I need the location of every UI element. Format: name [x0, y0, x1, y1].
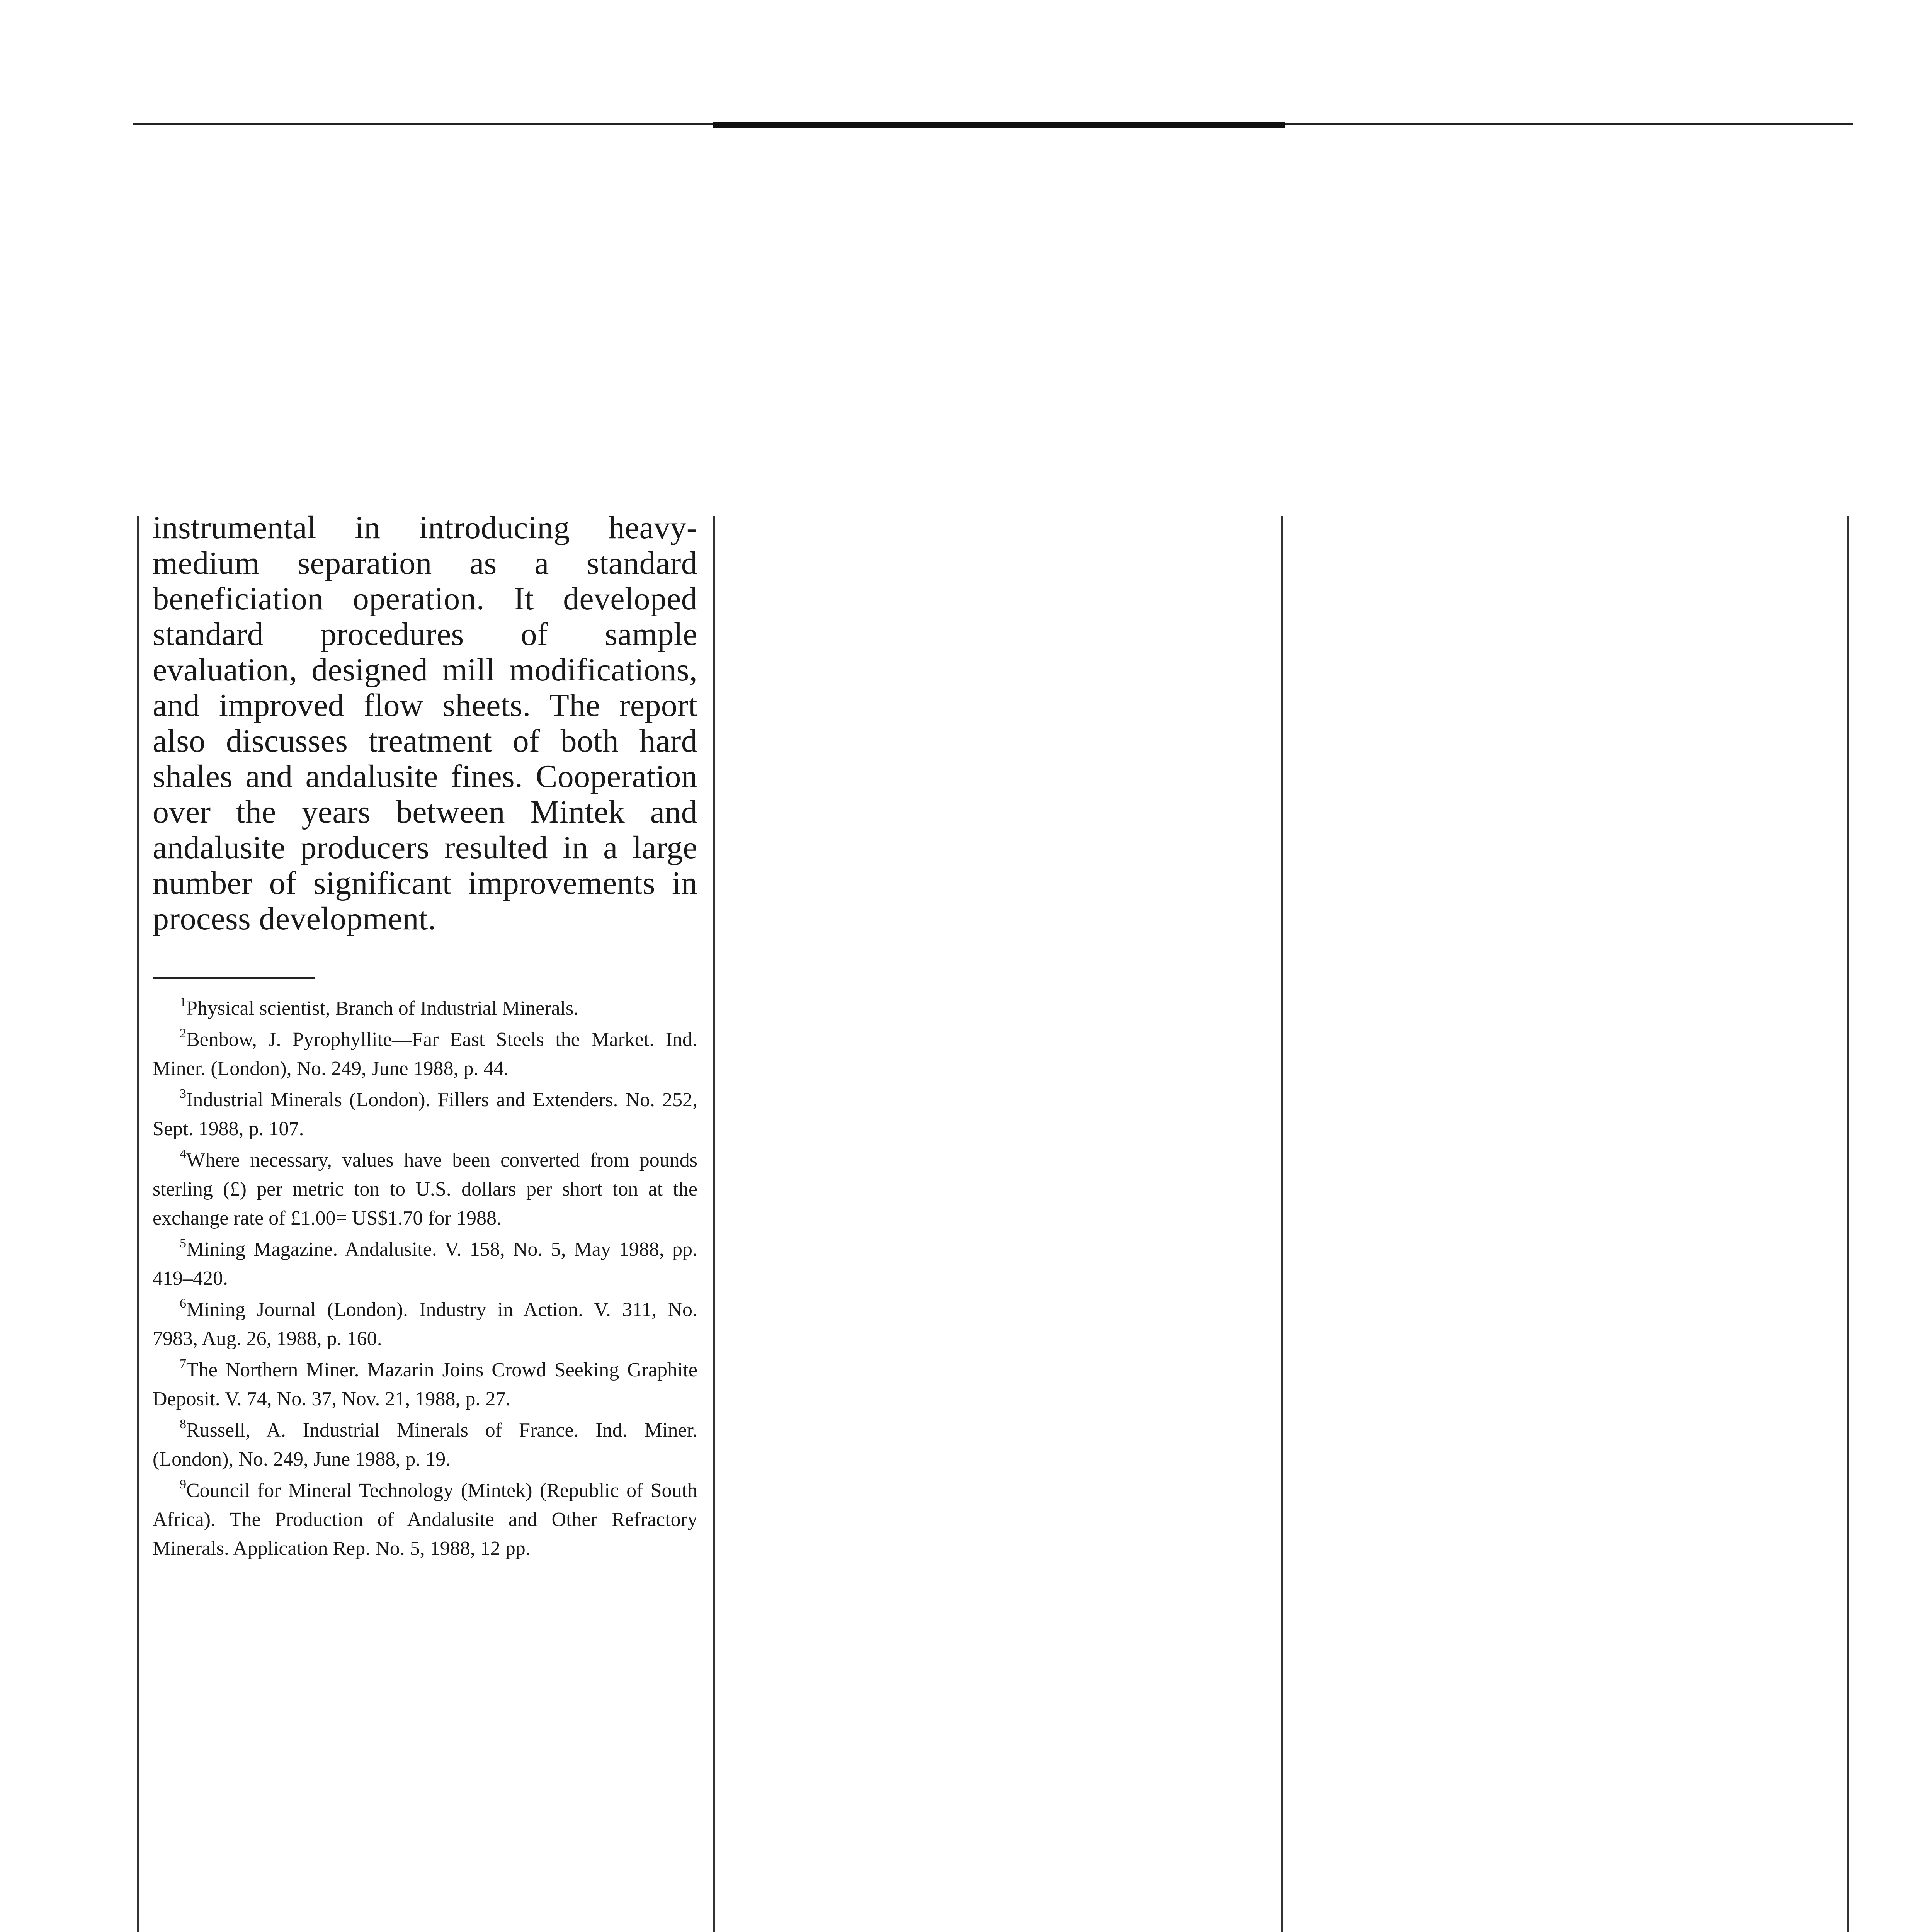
footnote-number: 4 — [180, 1147, 186, 1161]
footnote-text: Physical scientist, Branch of Industrial Minerals. — [186, 997, 579, 1019]
footnote-text: Benbow, J. Pyrophyllite—Far East Steels the Market. Ind. Miner. (London), No. 249, June 1988, p. 44. — [153, 1029, 697, 1080]
footnote-list — [153, 994, 697, 1563]
column-rule-right — [1847, 516, 1849, 1932]
footnote-number: 3 — [180, 1087, 186, 1101]
footnote-text: Industrial Minerals (London). Fillers and Extenders. No. 252, Sept. 1988, p. 107. — [153, 1089, 697, 1140]
footnote — [153, 994, 697, 1023]
header-rule-accent — [713, 122, 1285, 128]
footnote — [153, 1476, 697, 1563]
footnote-text: Council for Mineral Technology (Mintek) (Republic of South Africa). The Production of Andalusite and Other Refractory Minerals. Application Rep. No. 5, 1988, 12 pp. — [153, 1480, 697, 1560]
footnote-text: Mining Magazine. Andalusite. V. 158, No. 5, May 1988, pp. 419–420. — [153, 1238, 697, 1289]
footnote-number: 5 — [180, 1236, 186, 1250]
footnote — [153, 1235, 697, 1293]
footnote-text: The Northern Miner. Mazarin Joins Crowd Seeking Graphite Deposit. V. 74, No. 37, Nov. 21, 1988, p. 27. — [153, 1359, 697, 1410]
column-rule-left — [137, 516, 139, 1932]
footnote-number: 9 — [180, 1477, 186, 1492]
footnote — [153, 1416, 697, 1474]
footnote-separator — [153, 977, 315, 979]
column-rule-1 — [713, 516, 715, 1932]
footnote — [153, 1295, 697, 1353]
footnote — [153, 1146, 697, 1233]
footnote-number: 6 — [180, 1296, 186, 1311]
footnote-text: Russell, A. Industrial Minerals of France. Ind. Miner. (London), No. 249, June 1988, p. 19. — [153, 1419, 697, 1470]
text-column — [153, 510, 697, 1565]
footnote — [153, 1025, 697, 1083]
footnote — [153, 1355, 697, 1413]
column-rule-2 — [1281, 516, 1283, 1932]
footnote-text: Mining Journal (London). Industry in Action. V. 311, No. 7983, Aug. 26, 1988, p. 160. — [153, 1299, 697, 1350]
body-paragraph: instrumental in introducing heavy-medium separation as a standard beneficiation operation. It developed standard procedures of sample evaluation, designed mill modifications, and improved flow sheets. The report also discusses treatment of both hard shales and andalusite fines. Cooperation over the years between Mintek and andalusite producers resulted in a large number of significant improvements in process development. — [153, 510, 697, 937]
footnote — [153, 1085, 697, 1143]
footnote-number: 8 — [180, 1417, 186, 1431]
footnote-number: 2 — [180, 1026, 186, 1041]
footnote-text: Where necessary, values have been converted from pounds sterling (£) per metric ton to U.S. dollars per short ton at the exchange rate of £1.00= US$1.70 for 1988. — [153, 1149, 697, 1229]
footnote-number: 1 — [180, 995, 186, 1009]
footnote-number: 7 — [180, 1357, 186, 1371]
